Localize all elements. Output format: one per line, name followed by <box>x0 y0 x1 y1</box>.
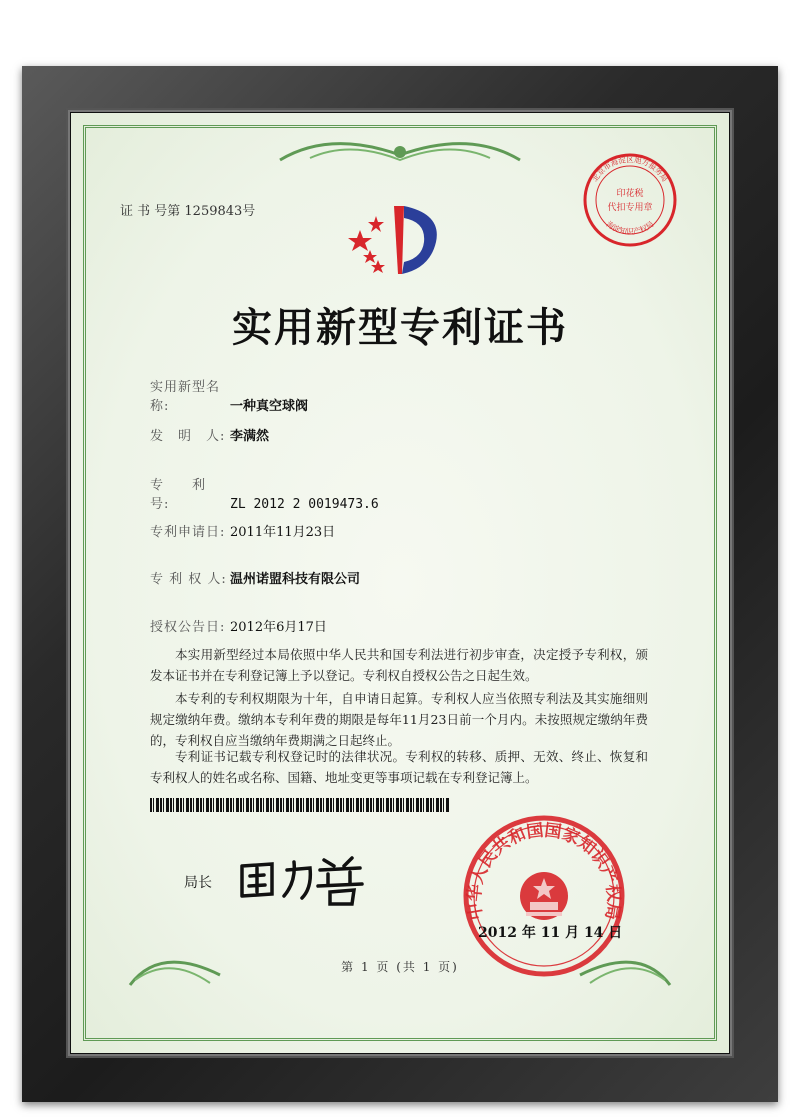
stamp-ring-text: 北京市海淀区旭方报务局 <box>590 155 670 184</box>
national-emblem-icon <box>520 872 568 920</box>
field-value: 李满然 <box>230 429 270 444</box>
field-label: 专 利 号: <box>150 478 221 512</box>
stamp-line2: 代扣专用章 <box>607 203 653 213</box>
svg-text:海淀知识产权局 <box>605 219 656 237</box>
stamp-line1: 印花税 <box>616 189 644 199</box>
field-utility-model-name <box>150 376 308 414</box>
body-paragraph: 本实用新型经过本局依照中华人民共和国专利法进行初步审查，决定授予专利权，颁发本证书并在专利登记簿上予以登记。专利权自授权公告之日起生效。 <box>150 647 648 683</box>
field-label: 发 明 人: <box>150 429 226 444</box>
field-inventor <box>150 425 269 444</box>
body-paragraph: 专利证书记载专利权登记时的法律状况。专利权的转移、质押、无效、终止、恢复和专利权人的姓名或名称、国籍、地址变更等事项记载在专利登记簿上。 <box>150 749 648 785</box>
certificate-number: 证 书 号第 1259843号 <box>120 204 256 219</box>
certificate-title: 实用新型专利证书 <box>232 304 568 351</box>
field-application-date <box>150 521 335 540</box>
field-value: ZL 2012 2 0019473.6 <box>230 497 379 512</box>
svg-text:北京市海淀区旭方报务局 <box>590 154 670 183</box>
field-grant-date <box>150 616 327 635</box>
tax-stamp-icon <box>580 150 680 250</box>
patent-office-logo-icon <box>346 200 446 280</box>
seal-text: 中华人民共和国国家知识产权局 <box>464 820 624 922</box>
official-seal-icon <box>460 812 628 980</box>
field-label: 专 利 权 人: <box>150 572 227 587</box>
field-label: 授权公告日: <box>150 620 226 635</box>
field-patent-number <box>150 474 379 512</box>
director-title: 局长 <box>184 875 212 891</box>
field-value: 温州诺盟科技有限公司 <box>230 572 361 587</box>
stamp-bottom-text: 海淀知识产权局 <box>604 219 656 237</box>
top-ornament-icon <box>270 130 530 170</box>
body-paragraph: 本专利的专利权期限为十年，自申请日起算。专利权人应当依照专利法及其实施细则规定缴纳年费。缴纳本专利年费的期限是每年11月23日前一个月内。未按照规定缴纳年费的，专利权自应当缴纳年费期满之日起终止。 <box>150 691 648 748</box>
field-value: 2012年6月17日 <box>230 620 327 635</box>
field-value: 2011年11月23日 <box>230 525 336 540</box>
field-patentee <box>150 568 360 587</box>
field-value: 一种真空球阀 <box>230 399 309 414</box>
field-label: 专利申请日: <box>150 525 226 540</box>
barcode <box>150 798 450 812</box>
field-label: 实用新型名称: <box>150 380 221 414</box>
seal-date: 2012 年 11 月 14 日 <box>478 925 623 941</box>
page-footer: 第 1 页 (共 1 页) <box>341 960 459 974</box>
director-signature-icon <box>232 848 372 908</box>
